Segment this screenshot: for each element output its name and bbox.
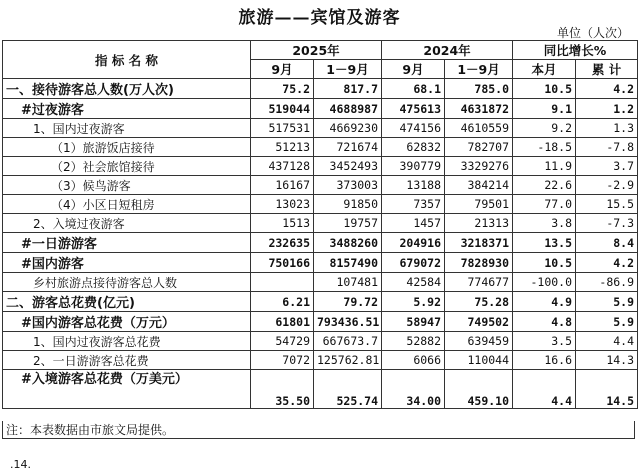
row-value: 204916: [382, 233, 445, 253]
row-value: 437128: [251, 157, 314, 176]
row-value: 4669230: [314, 119, 382, 138]
row-value: 6.21: [251, 292, 314, 312]
row-value: [251, 273, 314, 292]
row-label: （4）小区日短租房: [3, 195, 251, 214]
row-label: 1、国内过夜游客总花费: [3, 332, 251, 351]
row-value: 42584: [382, 273, 445, 292]
row-value: -18.5: [513, 138, 576, 157]
table-row: [3, 176, 638, 195]
table-row: [3, 214, 638, 233]
row-value: 8.4: [576, 233, 638, 253]
unit-label: 单位（人次）: [556, 26, 629, 40]
row-label: 二、游客总花费(亿元): [3, 292, 251, 312]
row-label: 1、国内过夜游客: [3, 119, 251, 138]
table-title: 旅游——宾馆及游客: [238, 8, 401, 28]
row-value: 19757: [314, 214, 382, 233]
row-value: 390779: [382, 157, 445, 176]
row-value: 75.2: [251, 79, 314, 99]
row-label: 一、接待游客总人数(万人次): [3, 79, 251, 99]
year-2025-header: 2025年: [251, 41, 382, 60]
row-value: 474156: [382, 119, 445, 138]
table-row: [3, 99, 638, 119]
table-row: [3, 138, 638, 157]
tourism-stats-table: [2, 40, 638, 409]
row-value: 10.5: [513, 79, 576, 99]
row-value: 4610559: [445, 119, 513, 138]
row-value: 5.9: [576, 292, 638, 312]
row-value: 9.2: [513, 119, 576, 138]
yoy-header: 同比增长%: [513, 41, 638, 60]
row-value: 4.2: [576, 79, 638, 99]
row-value: 125762.81: [314, 351, 382, 370]
row-value: 54729: [251, 332, 314, 351]
row-label: 2、入境过夜游客: [3, 214, 251, 233]
table-row: [3, 351, 638, 370]
row-value: 16.6: [513, 351, 576, 370]
row-value: 3452493: [314, 157, 382, 176]
row-value: -100.0: [513, 273, 576, 292]
row-value: 4.9: [513, 292, 576, 312]
row-value: 7828930: [445, 253, 513, 273]
row-value: 1.3: [576, 119, 638, 138]
row-value: 721674: [314, 138, 382, 157]
row-value: 62832: [382, 138, 445, 157]
row-value: 782707: [445, 138, 513, 157]
page-number: .14.: [10, 458, 31, 471]
row-value: 22.6: [513, 176, 576, 195]
row-value: 459.10: [445, 370, 513, 409]
row-value: 14.3: [576, 351, 638, 370]
table-row: [3, 273, 638, 292]
row-value: 3218371: [445, 233, 513, 253]
row-value: 21313: [445, 214, 513, 233]
row-value: 785.0: [445, 79, 513, 99]
row-value: 13023: [251, 195, 314, 214]
row-value: 51213: [251, 138, 314, 157]
col-2024-sept: 9月: [382, 60, 445, 79]
row-value: 58947: [382, 312, 445, 332]
row-label: #一日游游客: [3, 233, 251, 253]
row-value: 79.72: [314, 292, 382, 312]
row-value: 35.50: [251, 370, 314, 409]
row-value: -7.3: [576, 214, 638, 233]
row-value: 793436.51: [314, 312, 382, 332]
row-label: （2）社会旅馆接待: [3, 157, 251, 176]
row-value: 14.5: [576, 370, 638, 409]
row-value: 77.0: [513, 195, 576, 214]
col-2025-sept: 9月: [251, 60, 314, 79]
table-row: [3, 233, 638, 253]
row-value: 1457: [382, 214, 445, 233]
row-value: 5.9: [576, 312, 638, 332]
row-value: 667673.7: [314, 332, 382, 351]
row-label: 乡村旅游点接待游客总人数: [3, 273, 251, 292]
row-value: 75.28: [445, 292, 513, 312]
row-value: 34.00: [382, 370, 445, 409]
row-value: 4.2: [576, 253, 638, 273]
table-row: [3, 119, 638, 138]
table-row: [3, 332, 638, 351]
row-value: 13188: [382, 176, 445, 195]
row-value: 750166: [251, 253, 314, 273]
row-label: #入境游客总花费（万美元）: [3, 370, 251, 409]
table-row: [3, 312, 638, 332]
row-value: 5.92: [382, 292, 445, 312]
year-2024-header: 2024年: [382, 41, 513, 60]
row-label: #过夜游客: [3, 99, 251, 119]
row-label: （3）候鸟游客: [3, 176, 251, 195]
table-row: [3, 79, 638, 99]
row-label: #国内游客总花费（万元）: [3, 312, 251, 332]
table-row: [3, 292, 638, 312]
row-value: 4.4: [576, 332, 638, 351]
row-value: -86.9: [576, 273, 638, 292]
row-value: 3.7: [576, 157, 638, 176]
indicator-header: 指 标 名 称: [3, 41, 251, 79]
row-value: 1513: [251, 214, 314, 233]
row-value: 517531: [251, 119, 314, 138]
row-value: 384214: [445, 176, 513, 195]
table-body: [3, 79, 638, 409]
row-value: 8157490: [314, 253, 382, 273]
row-value: 4.8: [513, 312, 576, 332]
row-value: 6066: [382, 351, 445, 370]
col-cumulative: 累 计: [576, 60, 638, 79]
col-month: 本月: [513, 60, 576, 79]
row-value: 3329276: [445, 157, 513, 176]
row-value: 749502: [445, 312, 513, 332]
row-value: 9.1: [513, 99, 576, 119]
row-value: 639459: [445, 332, 513, 351]
row-value: 11.9: [513, 157, 576, 176]
row-value: 4688987: [314, 99, 382, 119]
row-value: 52882: [382, 332, 445, 351]
row-value: 4631872: [445, 99, 513, 119]
row-value: 3488260: [314, 233, 382, 253]
row-value: 475613: [382, 99, 445, 119]
table-row: [3, 253, 638, 273]
row-label: #国内游客: [3, 253, 251, 273]
row-value: 4.4: [513, 370, 576, 409]
row-value: 373003: [314, 176, 382, 195]
table-row: [3, 195, 638, 214]
row-value: 525.74: [314, 370, 382, 409]
table-row: [3, 370, 638, 409]
row-value: 107481: [314, 273, 382, 292]
table-row: [3, 157, 638, 176]
row-value: 1.2: [576, 99, 638, 119]
row-value: 10.5: [513, 253, 576, 273]
row-value: 679072: [382, 253, 445, 273]
row-value: -2.9: [576, 176, 638, 195]
row-value: -7.8: [576, 138, 638, 157]
row-value: 7357: [382, 195, 445, 214]
row-value: 16167: [251, 176, 314, 195]
row-value: 774677: [445, 273, 513, 292]
row-value: 519044: [251, 99, 314, 119]
row-value: 3.8: [513, 214, 576, 233]
footnote: 注：本表数据由市旅文局提供。: [2, 421, 635, 439]
row-label: （1）旅游饭店接待: [3, 138, 251, 157]
row-value: 68.1: [382, 79, 445, 99]
row-label: 2、一日游游客总花费: [3, 351, 251, 370]
col-2024-jan-sept: 1－9月: [445, 60, 513, 79]
row-value: 7072: [251, 351, 314, 370]
row-value: 79501: [445, 195, 513, 214]
col-2025-jan-sept: 1－9月: [314, 60, 382, 79]
row-value: 13.5: [513, 233, 576, 253]
row-value: 817.7: [314, 79, 382, 99]
row-value: 110044: [445, 351, 513, 370]
row-value: 15.5: [576, 195, 638, 214]
row-value: 61801: [251, 312, 314, 332]
row-value: 232635: [251, 233, 314, 253]
row-value: 91850: [314, 195, 382, 214]
row-value: 3.5: [513, 332, 576, 351]
